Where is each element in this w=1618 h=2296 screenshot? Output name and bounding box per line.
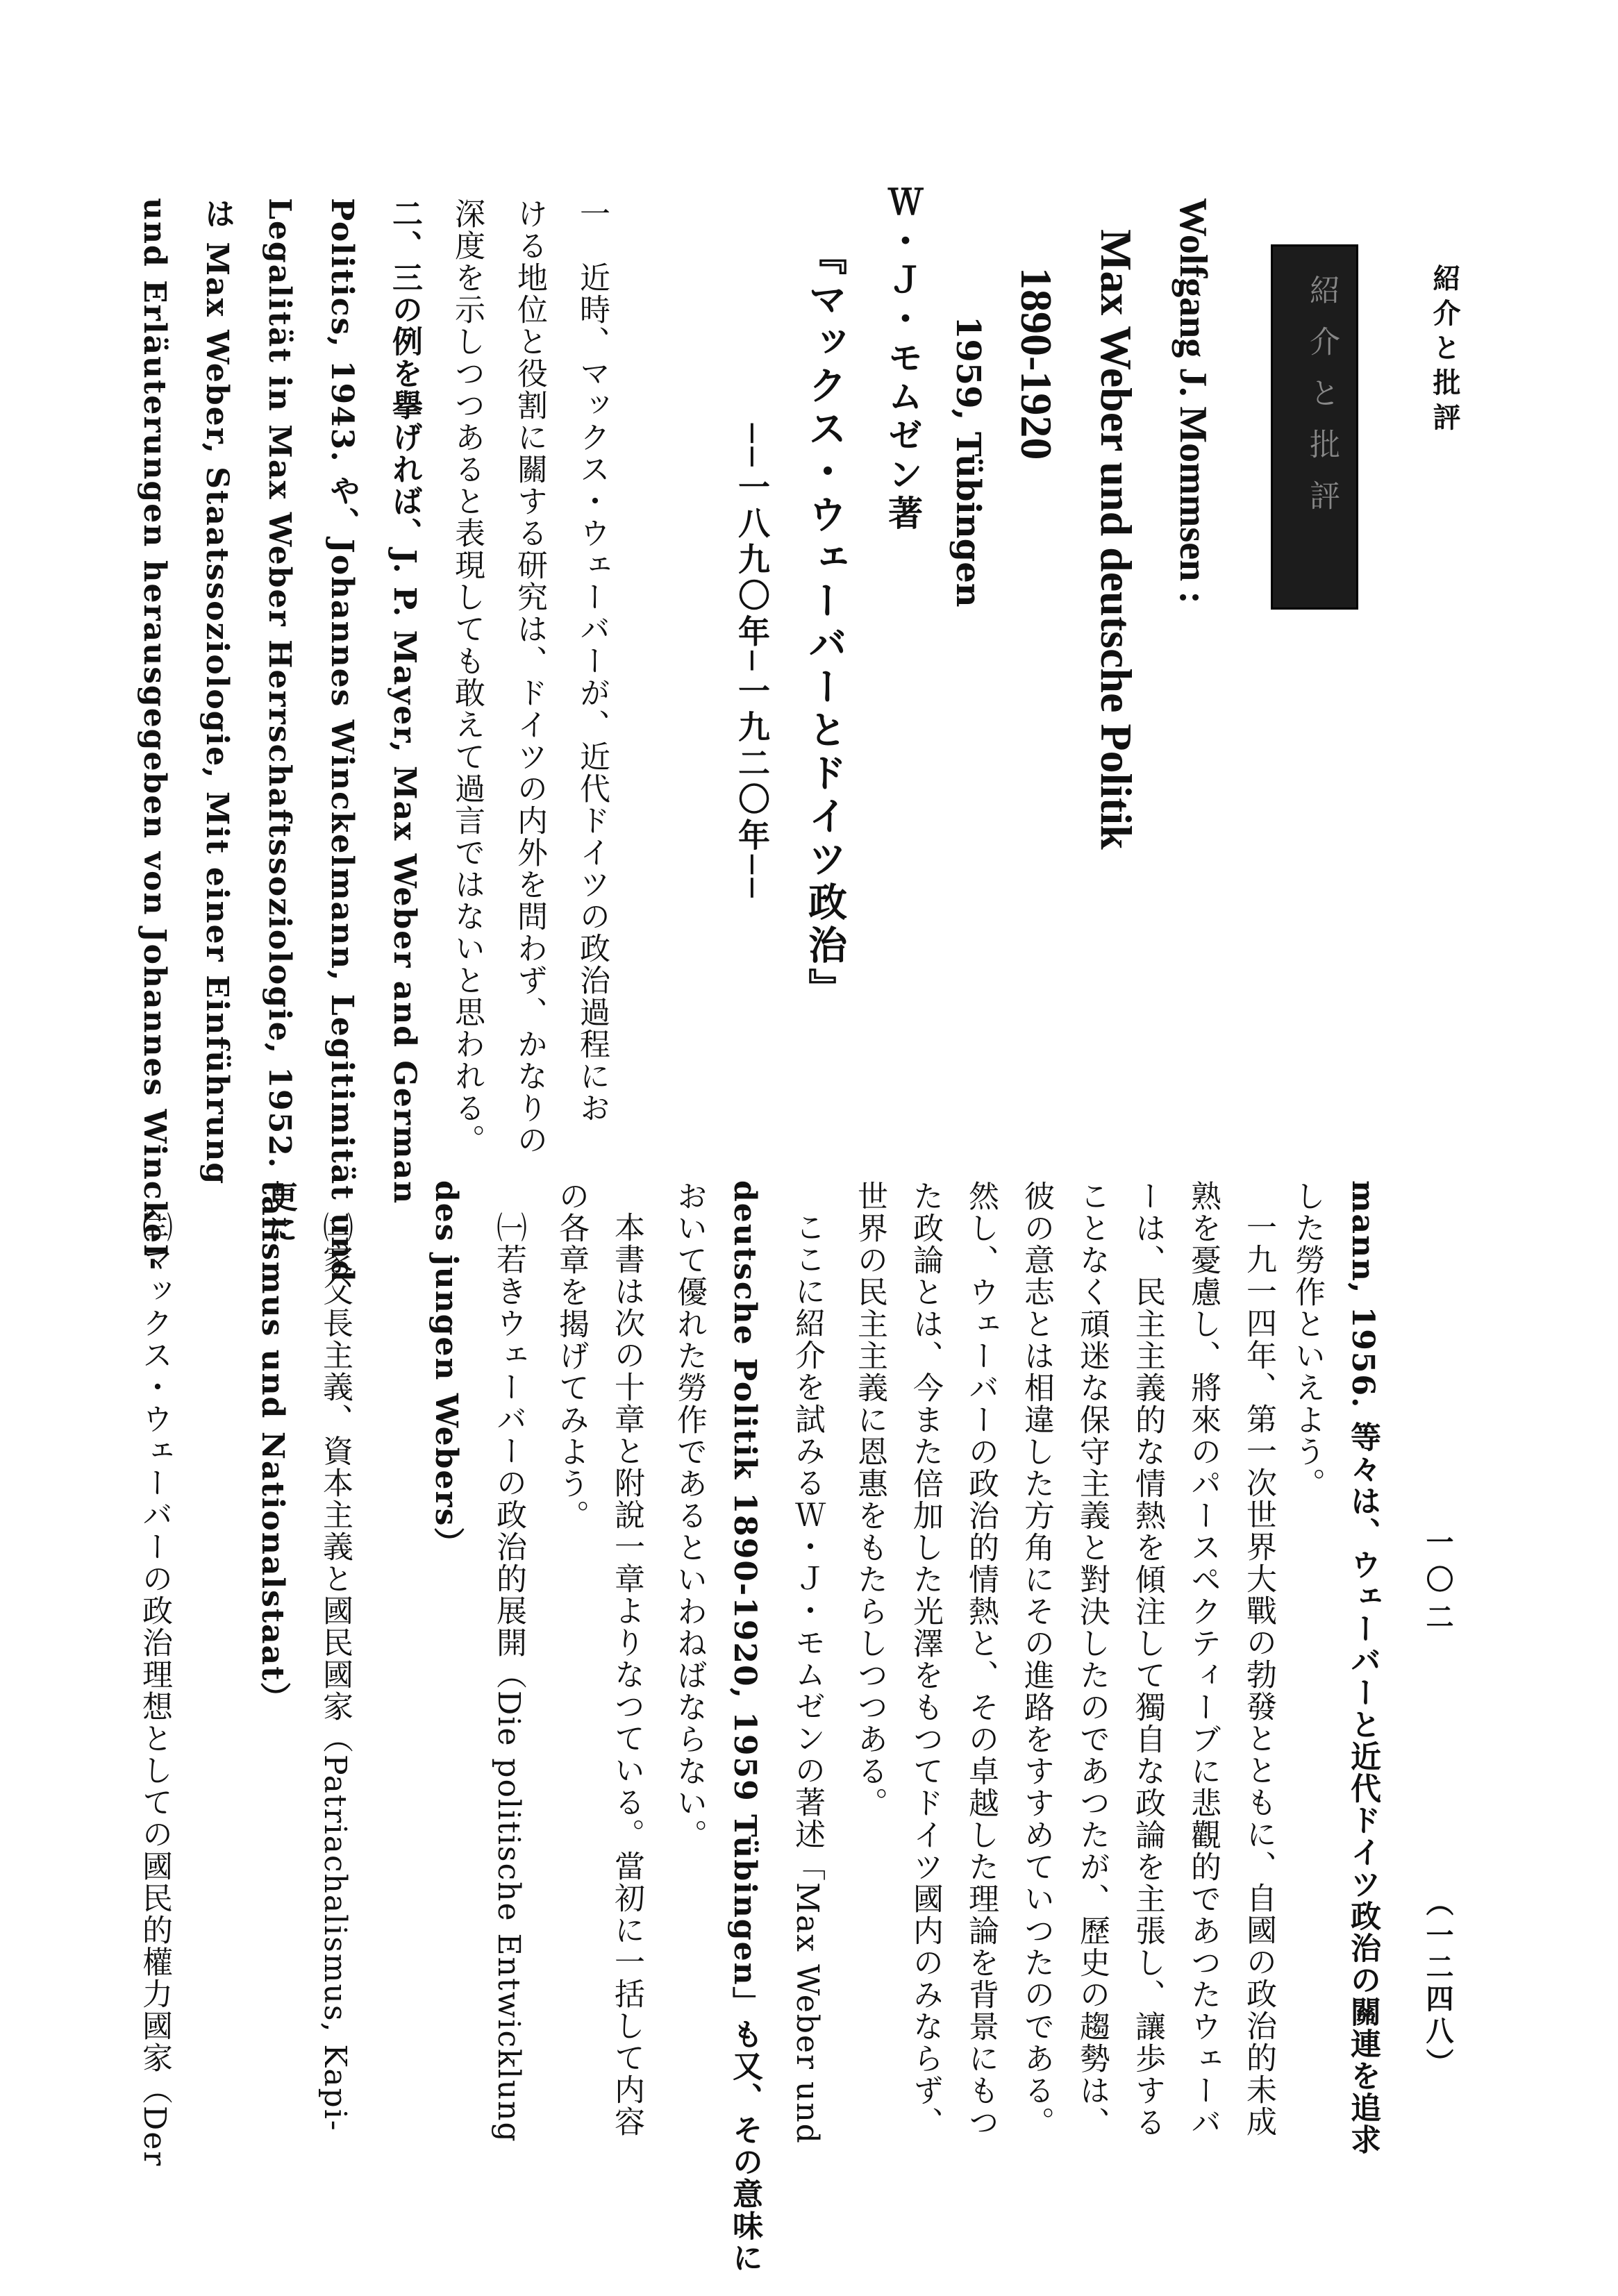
body-line: ことなく頑迷な保守主義と對決したのであつたが、歷史の趨勢は、 (1074, 1180, 1110, 2138)
page-number-alt: （一二四八） (1421, 1888, 1454, 2080)
body-line: 彼の意志とは相違した方角にその進路をすすめていつたのである。 (1019, 1180, 1054, 2138)
body-line: 熟を憂慮し、將來のパースペクティーブに悲觀的であつたウェーバ (1185, 1180, 1221, 2138)
chapter-item: talismus und Nationalstaat） (255, 1180, 290, 1714)
author-en: Wolfgang J. Mommsen : (1171, 198, 1215, 604)
page-number: 一〇二 (1421, 1527, 1454, 1640)
book-title-years: 1890-1920 (1012, 267, 1061, 460)
body-line: deutsche Politik 1890-1920, 1959 Tübingen」も又、その意味に (727, 1180, 762, 2274)
body-line: 一 近時、マックス・ウェーバーが、近代ドイツの政治過程にお (574, 198, 610, 1124)
body-line: ける地位と役割に關する研究は、ドイツの内外を問わず、かなりの (512, 198, 547, 1156)
body-line: ーは、民主主義的な情熱を傾注して獨自な政論を主張し、讓歩する (1130, 1180, 1165, 2138)
body-line: 世界の民主主義に恩惠をもたらしつつある。 (852, 1180, 887, 1819)
publication-info: 1959, Tübingen (949, 316, 987, 607)
chapter-item: ㈠若きウェーバーの政治的展開（Die politische Entwicklung (491, 1212, 526, 2143)
section-badge (1271, 244, 1358, 610)
chapter-item: ㈡家父長主義、資本主義と國民國家（Patriachalismus, Kapi- (317, 1212, 353, 2132)
body-line: mann, 1956. 等々は、ウェーバーと近代ドイツ政治の關連を追求 (1345, 1180, 1381, 2156)
body-line: Legalität in Max Weber Herrschaftssoziologie, 1952. 更に (262, 198, 297, 1246)
body-line: た政論とは、今また倍加した光澤をもつてドイツ國内のみならず、 (908, 1180, 943, 2138)
book-title-ja: 『マックス・ウェーバーとドイツ政治』 (802, 236, 848, 1011)
body-line: おいて優れた勞作であるといわねばならない。 (672, 1180, 707, 1851)
chapter-item: ㈢マックス・ウェーバーの政治理想としての國民的權力國家（Der (137, 1212, 172, 2168)
body-line: は Max Weber, Staatssoziologie, Mit einer Einführung (199, 198, 235, 1186)
author-ja: Ｗ・Ｊ・モムゼン著 (883, 184, 924, 534)
chapter-item: des jungen Webers） (428, 1180, 464, 1559)
running-header: 紹介と批評 (1428, 264, 1461, 437)
book-title-en: Max Weber und deutsche Politik (1092, 229, 1141, 850)
body-line: 二、三の例を擧げれば、J. P. Mayer, Max Weber and German (387, 198, 422, 1205)
body-line: 深度を示しつつあると表現しても敢えて過言ではないと思われる。 (449, 198, 485, 1156)
body-line: 然し、ウェーバーの政治的情熱と、その卓越した理論を背景にもつ (963, 1180, 999, 2138)
body-line: した勞作といえよう。 (1290, 1180, 1325, 1500)
body-line: の各章を揭げてみよう。 (553, 1180, 589, 1532)
body-line: 一九一四年、第一次世界大戰の勃發とともに、自國の政治的未成 (1241, 1212, 1276, 2138)
body-line: und Erläuterungen herausgegeben von Johannes Winckel- (137, 198, 172, 1272)
body-line: Politics, 1943. や、Johannes Winckelmann, Legitimität und (324, 198, 360, 1283)
section-badge-label: 紹介と批評 (1304, 274, 1340, 531)
body-line: ここに紹介を試みるＷ・Ｊ・モムゼンの著述「Max Weber und (790, 1212, 825, 2145)
body-line: 本書は次の十章と附說一章よりなつている。當初に一括して内容 (609, 1212, 644, 2138)
book-subtitle-ja: ──一八九〇年─一九二〇年── (733, 424, 771, 902)
